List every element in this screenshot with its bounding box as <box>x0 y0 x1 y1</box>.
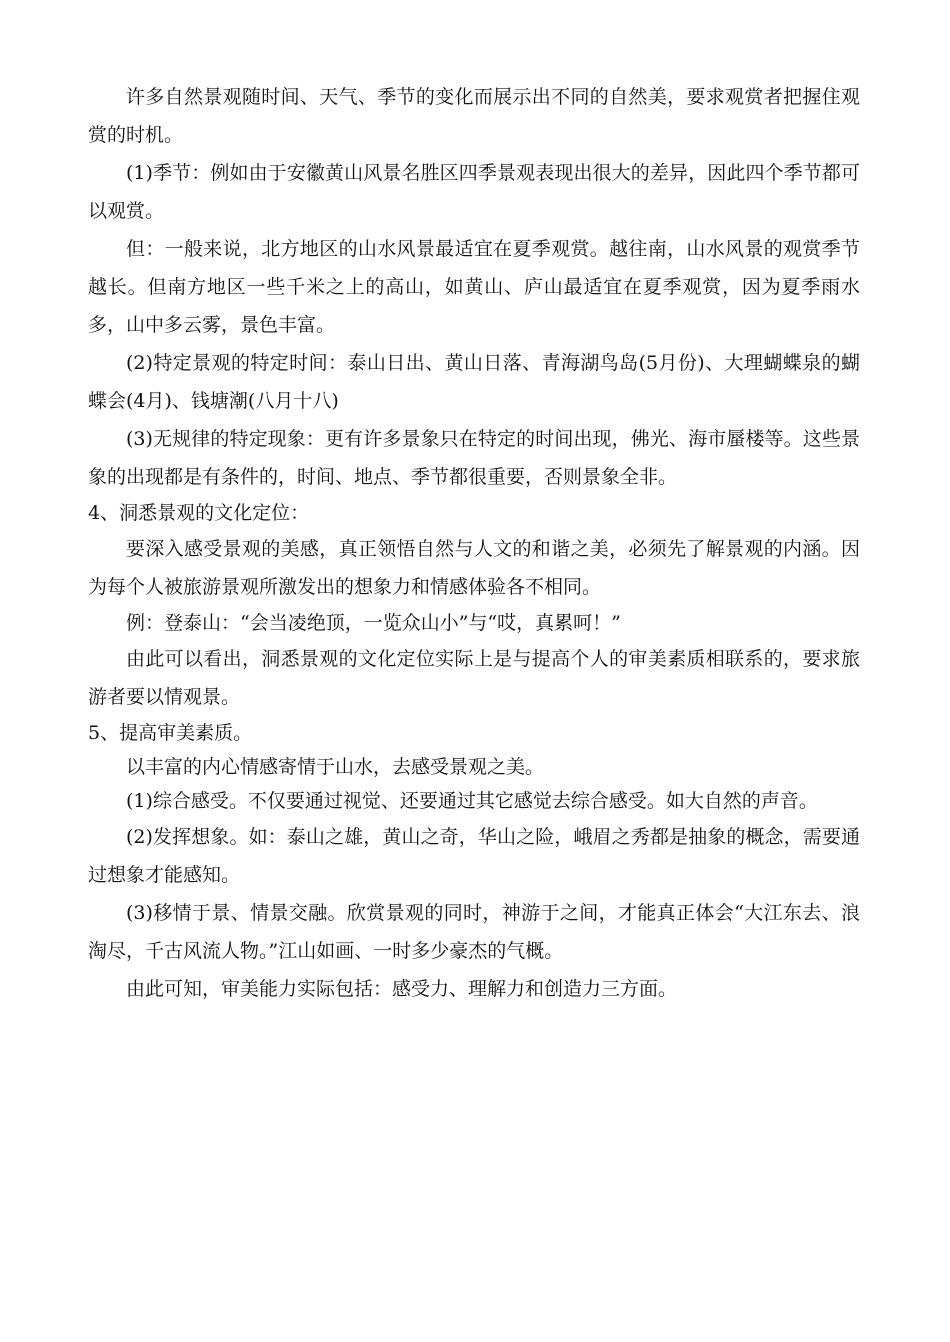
section-heading-5: 5、提高审美素质。 <box>88 722 253 744</box>
paragraph-viewing-timing: 许多自然景观随时间、天气、季节的变化而展示出不同的自然美，要求观赏者把握住观赏的时机。 <box>88 86 860 146</box>
section-heading-4: 4、洞悉景观的文化定位： <box>88 502 310 524</box>
paragraph-empathy: (3)移情于景、情景交融。欣赏景观的同时，神游于之间，才能真正体会“大江东去、浪淘尽，千古风流人物。”江山如画、一时多少豪杰的气概。 <box>88 902 860 962</box>
paragraph-north-south: 但：一般来说，北方地区的山水风景最适宜在夏季观赏。越往南，山水风景的观赏季节越长。但南方地区一些千米之上的高山，如黄山、庐山最适宜在夏季观赏，因为夏季雨水多，山中多云雾，景色丰富。 <box>88 238 860 336</box>
document-body <box>88 78 860 1008</box>
paragraph-aesthetic-ability: 由此可知，审美能力实际包括：感受力、理解力和创造力三方面。 <box>126 978 678 1000</box>
paragraph-comprehensive-feeling: (1)综合感受。不仅要通过视觉、还要通过其它感觉去综合感受。如大自然的声音。 <box>126 790 818 812</box>
paragraph-conclusion-culture: 由此可以看出，洞悉景观的文化定位实际上是与提高个人的审美素质相联系的，要求旅游者要以情观景。 <box>88 648 860 708</box>
paragraph-cultural-positioning: 要深入感受景观的美感，真正领悟自然与人文的和谐之美，必须先了解景观的内涵。因为每个人被旅游景观所激发出的想象力和情感体验各不相同。 <box>88 538 860 598</box>
paragraph-specific-time: (2)特定景观的特定时间：泰山日出、黄山日落、青海湖鸟岛(5月份)、大理蝴蝶泉的蝴蝶会(4月)、钱塘潮(八月十八) <box>88 352 860 412</box>
paragraph-emotion: 以丰富的内心情感寄情于山水，去感受景观之美。 <box>126 756 545 778</box>
paragraph-irregular-phenomena: (3)无规律的特定现象：更有许多景象只在特定的时间出现，佛光、海市蜃楼等。这些景象的出现都是有条件的，时间、地点、季节都很重要，否则景象全非。 <box>88 428 860 488</box>
paragraph-imagination: (2)发挥想象。如：泰山之雄，黄山之奇，华山之险，峨眉之秀都是抽象的概念，需要通过想象才能感知。 <box>88 826 860 886</box>
paragraph-example-taishan: 例：登泰山：“会当凌绝顶，一览众山小”与“哎，真累呵！” <box>126 612 621 634</box>
paragraph-season: (1)季节：例如由于安徽黄山风景名胜区四季景观表现出很大的差异，因此四个季节都可以观赏。 <box>88 162 860 222</box>
